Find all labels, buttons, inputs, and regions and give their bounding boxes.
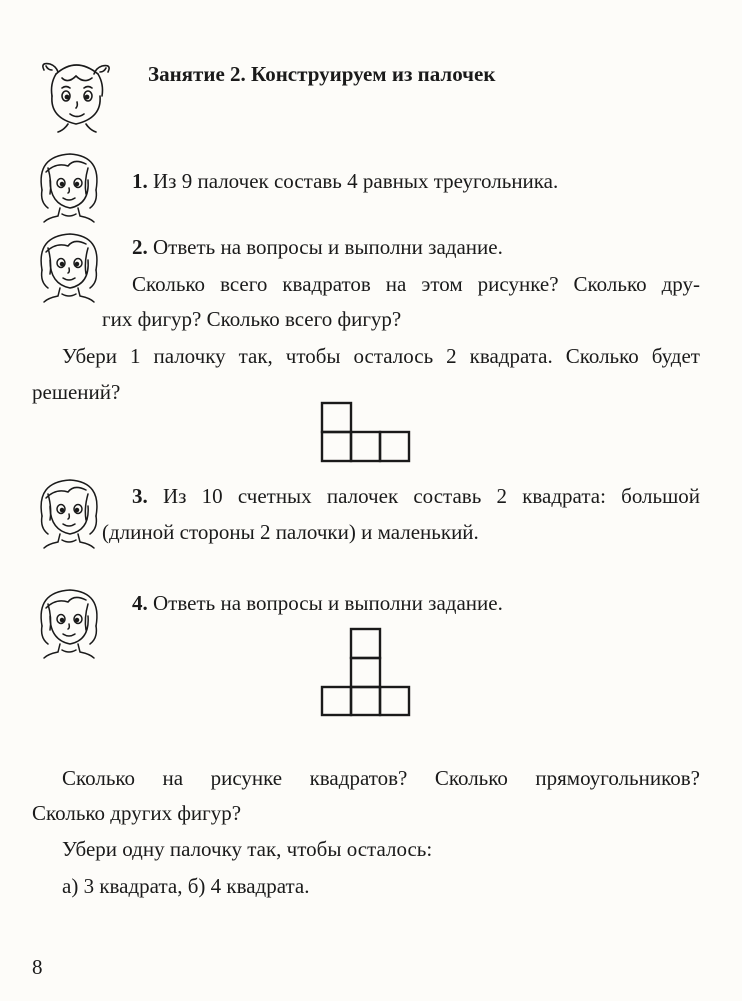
square	[322, 403, 351, 432]
task-4-line-2: Сколько на рисунке квадратов? Сколько прямоугольников?	[62, 766, 700, 790]
girl-bob-icon	[32, 230, 104, 302]
task-4-text: Ответь на вопросы и выполни задание.	[153, 591, 503, 615]
task-1-line-1	[132, 167, 558, 195]
square	[322, 432, 351, 461]
task-2-number: 2.	[132, 235, 148, 259]
girl-pigtails-icon	[38, 60, 114, 132]
task-4-line-4: Убери одну палочку так, чтобы осталось:	[62, 837, 433, 861]
task-3-text: Из 10 счетных палочек составь 2 квадрата: большой	[162, 484, 701, 508]
task-4-line-3: Сколько других фигур?	[32, 801, 242, 825]
lesson-title: Занятие 2. Конструируем из палочек	[148, 62, 496, 86]
girl-bob-icon	[32, 150, 104, 222]
square	[351, 432, 380, 461]
task-4-line-5: а) 3 квадрата, б) 4 квадрата.	[62, 874, 310, 898]
square	[322, 687, 351, 715]
task-2-line-1	[132, 233, 503, 261]
task-2-line-2: Сколько всего квадратов на этом рисунке? Сколько дру-	[132, 272, 700, 296]
task-3-number: 3.	[132, 484, 148, 508]
task-2-line-3: гих фигур? Сколько всего фигур?	[102, 307, 402, 331]
task-2-line-5: решений?	[32, 380, 121, 404]
task-3-line-2: (длиной стороны 2 палочки) и маленький.	[102, 520, 479, 544]
square	[380, 432, 409, 461]
task-3-line-1	[132, 482, 700, 510]
task-4-line-1	[132, 589, 503, 617]
squares-figure-task-2	[320, 401, 412, 463]
task-1-text: Из 9 палочек составь 4 равных треугольника.	[153, 169, 559, 193]
task-2-line-4: Убери 1 палочку так, чтобы осталось 2 квадрата. Сколько будет	[62, 344, 700, 368]
square	[351, 658, 380, 687]
square	[351, 629, 380, 658]
task-4-number: 4.	[132, 591, 148, 615]
girl-bob-icon	[32, 476, 104, 548]
task-1-number: 1.	[132, 169, 148, 193]
page-number: 8	[32, 955, 43, 979]
task-2-text: Ответь на вопросы и выполни задание.	[153, 235, 503, 259]
square	[351, 687, 380, 715]
square	[380, 687, 409, 715]
girl-bob-icon	[32, 586, 104, 658]
squares-figure-task-4	[320, 627, 412, 717]
